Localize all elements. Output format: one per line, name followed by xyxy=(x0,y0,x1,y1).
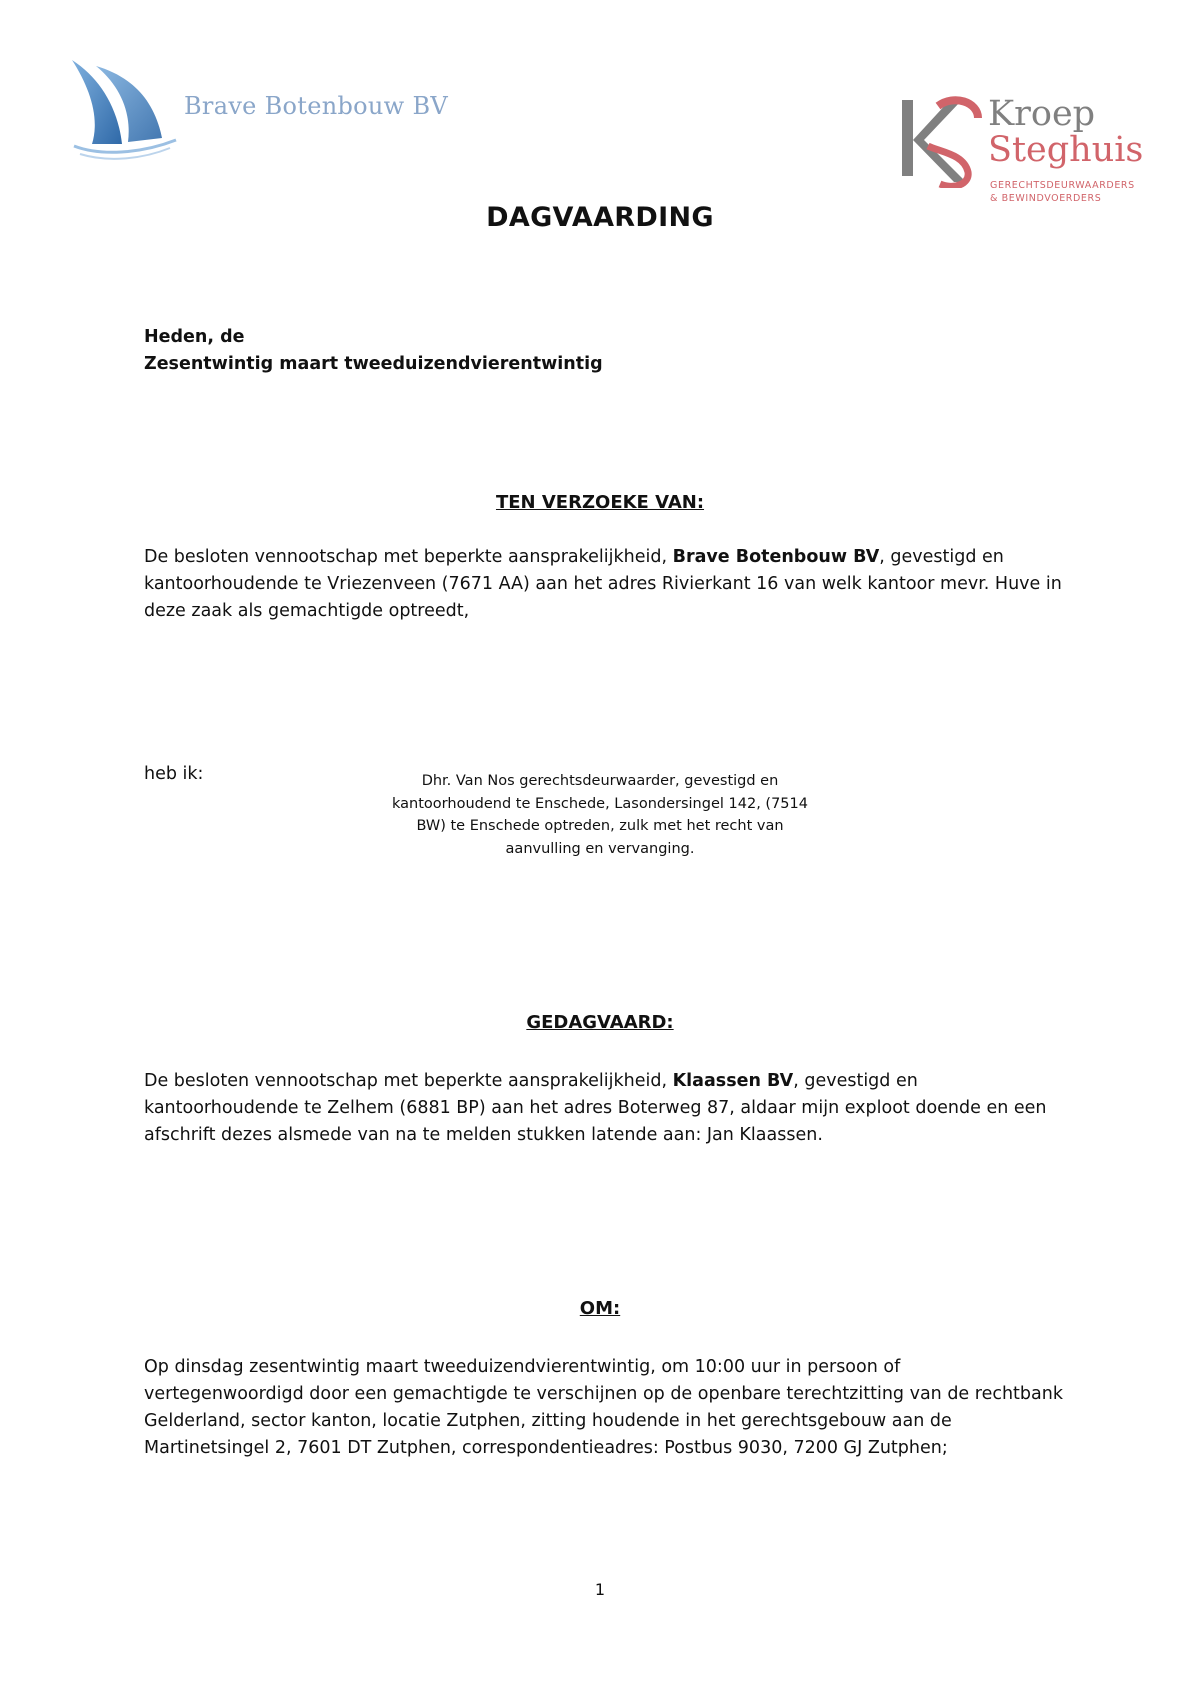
claimant-text-1: De besloten vennootschap met beperkte aansprakelijkheid, xyxy=(144,547,673,567)
date-line-2: Zesentwintig maart tweeduizendvierentwintig xyxy=(144,354,603,374)
sailboat-icon xyxy=(70,58,182,166)
defendant-text-2: , gevestigd en kantoorhoudende te Zelhem (6881 BP) aan het adres Boterweg 87, aldaar mijn exploot doende en een afschrift dezes alsmede van na te melden stukken latende aan: Jan Klaassen. xyxy=(144,1071,1047,1145)
heb-ik-label: heb ik: xyxy=(144,764,204,784)
ks-subtitle-line2: & BEWINDVOERDERS xyxy=(990,193,1102,204)
ks-name-line1: Kroep xyxy=(988,94,1096,134)
summons-paragraph: Op dinsdag zesentwintig maart tweeduizendvierentwintig, om 10:00 uur in persoon of vertegenwoordigd door een gemachtigde te verschijnen op de openbare terechtzitting van de rechtbank Gelderland, sector kanton, locatie Zutphen, zitting houdende in het gerechtsgebouw aan de Martinetsingel 2, 7601 DT Zutphen, correspondentieadres: Postbus 9030, 7200 GJ Zutphen; xyxy=(144,1357,1063,1458)
section-heading-gedagvaard: GEDAGVAARD: xyxy=(526,1012,674,1033)
claimant-text-2: , gevestigd en kantoorhoudende te Vriezenveen (7671 AA) aan het adres Rivierkant 16 van welk kantoor mevr. Huve in deze zaak als gemachtigde optreedt, xyxy=(144,547,1062,621)
section-heading-om: OM: xyxy=(579,1298,621,1319)
brand-name: Brave Botenbouw BV xyxy=(184,92,449,120)
bailiff-text: Dhr. Van Nos gerechtsdeurwaarder, gevestigd en kantoorhoudend te Enschede, Lasondersingel 142, (7514 BW) te Enschede optreden, zulk met het recht van aanvulling en vervanging. xyxy=(392,773,808,857)
claimant-name: Brave Botenbouw BV xyxy=(672,547,880,567)
date-line-1: Heden, de xyxy=(144,327,245,347)
ks-name-line2: Steghuis xyxy=(988,130,1144,170)
date-block xyxy=(144,324,1064,378)
ks-monogram-icon xyxy=(898,96,984,188)
kroep-steghuis-logo xyxy=(898,96,1168,206)
section-heading-ten-verzoeke-van: TEN VERZOEKE VAN: xyxy=(495,492,705,513)
brave-botenbouw-logo xyxy=(70,58,490,168)
ks-subtitle-line1: GERECHTSDEURWAARDERS xyxy=(990,180,1135,191)
page-number: 1 xyxy=(594,1580,606,1599)
claimant-paragraph xyxy=(144,544,1064,625)
defendant-name: Klaassen BV xyxy=(672,1071,794,1091)
defendant-paragraph xyxy=(144,1068,1064,1149)
document-title: DAGVAARDING xyxy=(486,202,714,233)
defendant-text-1: De besloten vennootschap met beperkte aansprakelijkheid, xyxy=(144,1071,673,1091)
